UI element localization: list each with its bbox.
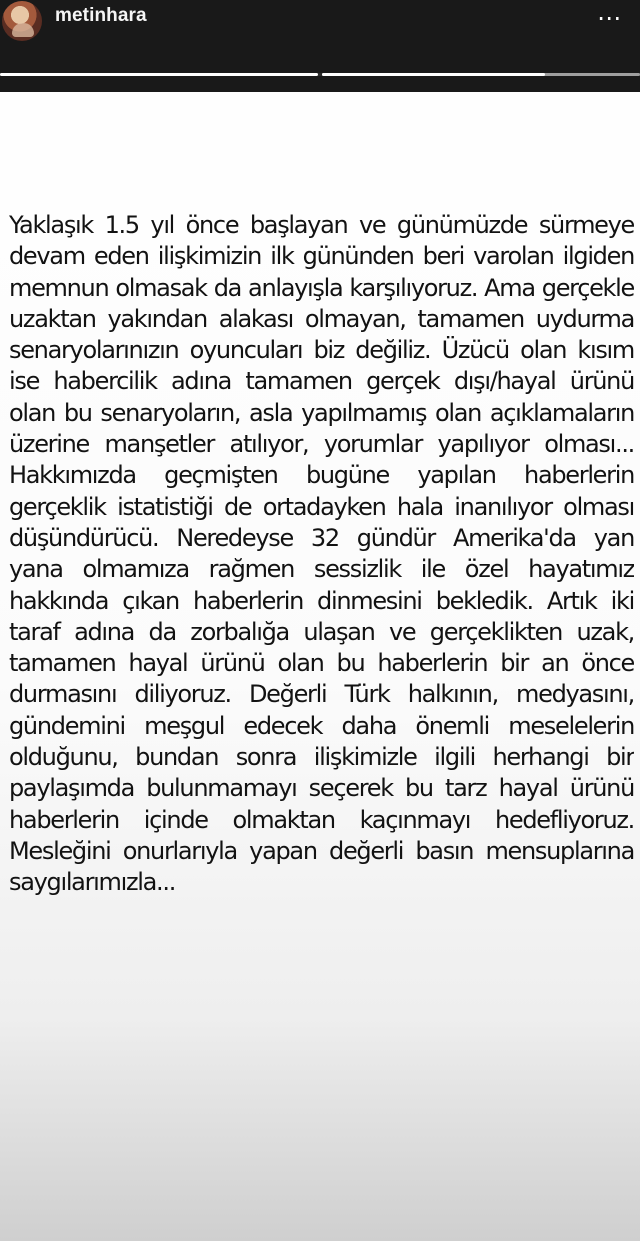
profile-avatar[interactable]: [2, 1, 42, 41]
statement-text-block: [9, 210, 634, 1140]
progress-segment-2: [322, 73, 640, 76]
story-header: [0, 0, 640, 92]
more-options-icon[interactable]: ⋯: [597, 4, 623, 32]
story-progress-bar: [0, 73, 640, 76]
progress-segment-2-fill: [322, 73, 545, 76]
progress-segment-1: [0, 73, 318, 76]
statement-paragraph-1: Yaklaşık 1.5 yıl önce başlayan ve günümüzde sürmeye devam eden ilişkimizin ilk gününden beri varolan ilgiden memnun olmasak da anlayışla karşılıyoruz. Ama gerçekle uzaktan yakından alakası olmayan, tamamen uydurma senaryolarınızın oyuncuları biz değiliz. Üzücü olan kısım ise habercilik adına tamamen gerçek dışı/hayal ürünü olan bu senaryoların, asla yapılmamış olan açıklamaların üzerine manşetler atılıyor, yorumlar yapılıyor olması...: [9, 211, 634, 459]
story-content[interactable]: [0, 92, 640, 1241]
username-label[interactable]: metinhara: [55, 5, 147, 26]
statement-paragraph-2: Hakkımızda geçmişten bugüne yapılan haberlerin gerçeklik istatistiği de ortadayken hala inanılıyor olması düşündürücü. Neredeyse 32 gündür Amerika'da yan yana olmamıza rağmen sessizlik ile özel hayatımız hakkında çıkan haberlerin dinmesini bekledik. Artık iki taraf adına da zorbalığa ulaşan ve gerçeklikten uzak, tamamen hayal ürünü olan bu haberlerin bir an önce durmasını diliyoruz. Değerli Türk halkının, medyasını, gündemini meşgul edecek daha önemli meselelerin olduğunu, bundan sonra ilişkimizle ilgili herhangi bir paylaşımda bulunmamayı seçerek bu tarz hayal ürünü haberlerin içinde olmaktan kaçınmayı hedefliyoruz. Mesleğini onurlarıyla yapan değerli basın mensuplarına saygılarımızla...: [9, 461, 634, 897]
